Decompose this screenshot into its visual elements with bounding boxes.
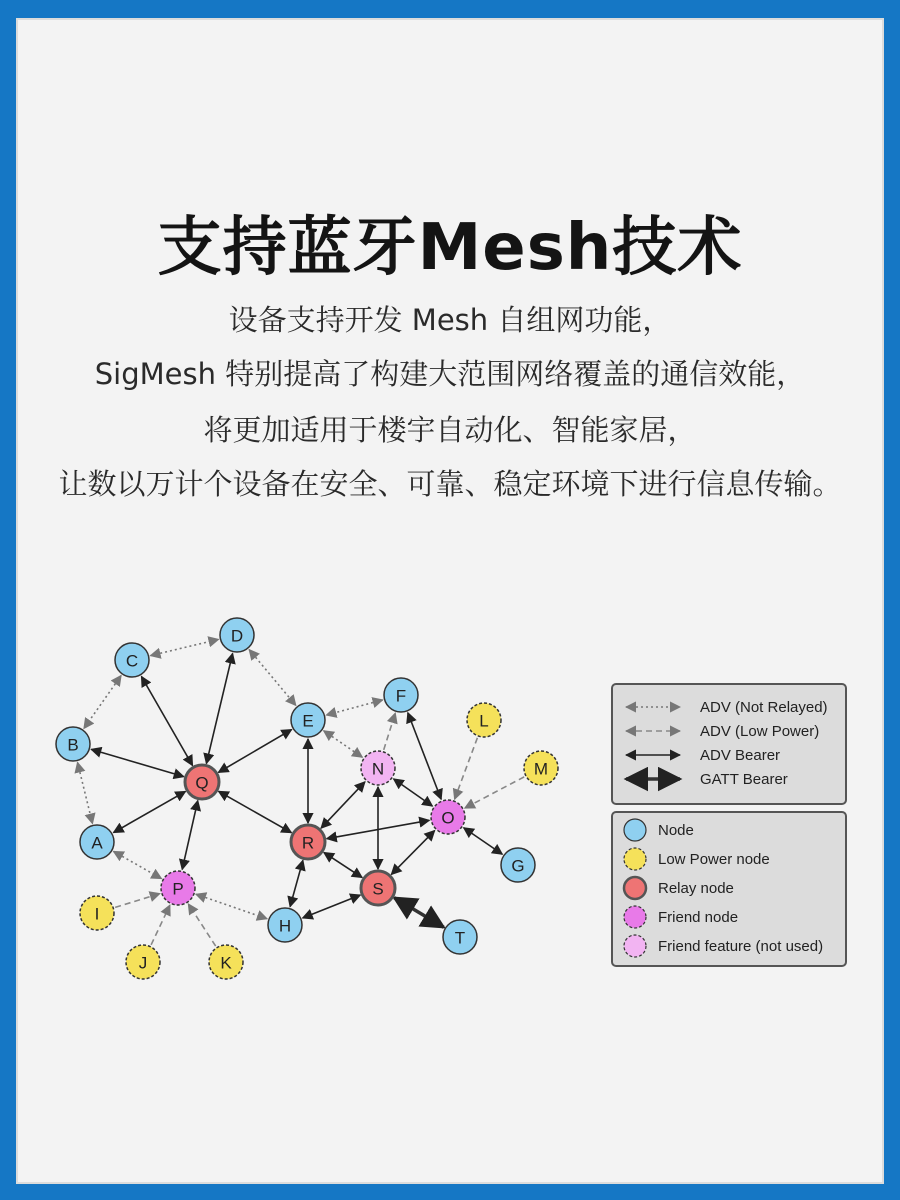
node-K: [209, 945, 243, 979]
edge-Q-R: [219, 791, 292, 832]
edge-S-H: [303, 895, 361, 918]
legend-swatch-friend_unused: [624, 935, 646, 957]
description-line-2: SigMesh 特别提高了构建大范围网络覆盖的通信效能，: [94, 357, 806, 391]
node-label: L: [479, 711, 489, 731]
node-F: [384, 678, 418, 712]
edge-Q-B: [91, 749, 184, 776]
edge-I-P: [115, 894, 160, 908]
description-line-1: 设备支持开发 Mesh 自组网功能，: [228, 303, 672, 337]
node-Q: [185, 765, 219, 799]
legend-label-low_power: Low Power node: [658, 851, 770, 868]
node-label: N: [371, 759, 385, 779]
edge-Q-A: [113, 791, 185, 832]
edge-S-T: [394, 898, 443, 928]
legend-label-friend: Friend node: [658, 909, 739, 926]
edge-E-N: [324, 731, 363, 758]
node-G: [501, 848, 535, 882]
node-label: A: [91, 833, 103, 853]
edge-B-A: [78, 762, 93, 823]
edge-O-N: [394, 779, 433, 806]
node-I: [80, 896, 114, 930]
edge-Q-C: [141, 676, 192, 765]
node-S: [361, 871, 395, 905]
node-T: [443, 920, 477, 954]
edge-R-N: [321, 782, 365, 828]
edge-P-H: [196, 894, 267, 919]
edge-A-P: [114, 851, 162, 878]
legend-swatch-relay: [624, 877, 646, 899]
edge-F-E: [326, 700, 382, 715]
legend-label-gatt_bearer: GATT Bearer: [700, 771, 788, 788]
edge-K-P: [188, 904, 215, 946]
edge-Q-E: [218, 730, 291, 773]
nodes-layer: [56, 618, 558, 979]
legend-label-relay: Relay node: [658, 880, 734, 897]
edges-layer: [78, 639, 525, 946]
node-B: [56, 727, 90, 761]
legend-label-adv_low_power: ADV (Low Power): [700, 723, 820, 740]
legend-label-adv_not_relayed: ADV (Not Relayed): [700, 699, 828, 716]
edge-C-D: [150, 639, 218, 655]
edge-D-E: [249, 650, 296, 706]
node-label: T: [454, 928, 466, 948]
edge-J-P: [151, 905, 170, 945]
edge-O-G: [464, 828, 503, 855]
node-label: R: [301, 833, 315, 853]
node-A: [80, 825, 114, 859]
node-label: K: [220, 953, 232, 973]
edge-Q-D: [206, 653, 232, 763]
node-label: H: [278, 916, 292, 936]
node-label: O: [441, 808, 455, 828]
edge-C-B: [84, 676, 121, 729]
node-label: F: [395, 686, 407, 706]
legend-label-friend_unused: Friend feature (not used): [658, 938, 824, 955]
legend-swatch-friend: [624, 906, 646, 928]
edge-legend: [612, 684, 846, 804]
node-label: E: [302, 711, 314, 731]
node-O: [431, 800, 465, 834]
node-label: G: [511, 856, 525, 876]
legend-swatch-node: [624, 819, 646, 841]
node-P: [161, 871, 195, 905]
node-J: [126, 945, 160, 979]
edge-Q-P: [182, 801, 198, 870]
edge-O-F: [408, 713, 441, 800]
node-label: S: [372, 879, 384, 899]
description-line-3: 将更加适用于楼宇自动化、智能家居，: [203, 413, 697, 447]
node-label: Q: [195, 773, 209, 793]
edge-L-O: [455, 738, 478, 799]
edge-M-O: [465, 777, 524, 808]
node-legend: [612, 812, 846, 966]
node-L: [467, 703, 501, 737]
legend-label-node: Node: [658, 822, 694, 839]
node-N: [361, 751, 395, 785]
edge-S-O: [391, 831, 434, 875]
edge-N-F: [384, 713, 396, 750]
node-label: B: [67, 735, 79, 755]
node-label: J: [138, 953, 148, 973]
legend-label-adv_bearer: ADV Bearer: [700, 747, 781, 764]
edge-R-S: [324, 852, 362, 877]
node-H: [268, 908, 302, 942]
description-line-4: 让数以万计个设备在安全、可靠、稳定环境下进行信息传输。: [58, 467, 842, 501]
node-R: [291, 825, 325, 859]
node-label: M: [533, 759, 549, 779]
node-label: D: [230, 626, 244, 646]
page-title: 支持蓝牙Mesh技术: [157, 211, 743, 285]
node-label: C: [125, 651, 139, 671]
node-E: [291, 703, 325, 737]
node-D: [220, 618, 254, 652]
node-M: [524, 751, 558, 785]
legend-swatch-low_power: [624, 848, 646, 870]
node-label: P: [172, 879, 184, 899]
edge-R-H: [290, 860, 303, 906]
node-label: I: [94, 904, 100, 924]
node-C: [115, 643, 149, 677]
